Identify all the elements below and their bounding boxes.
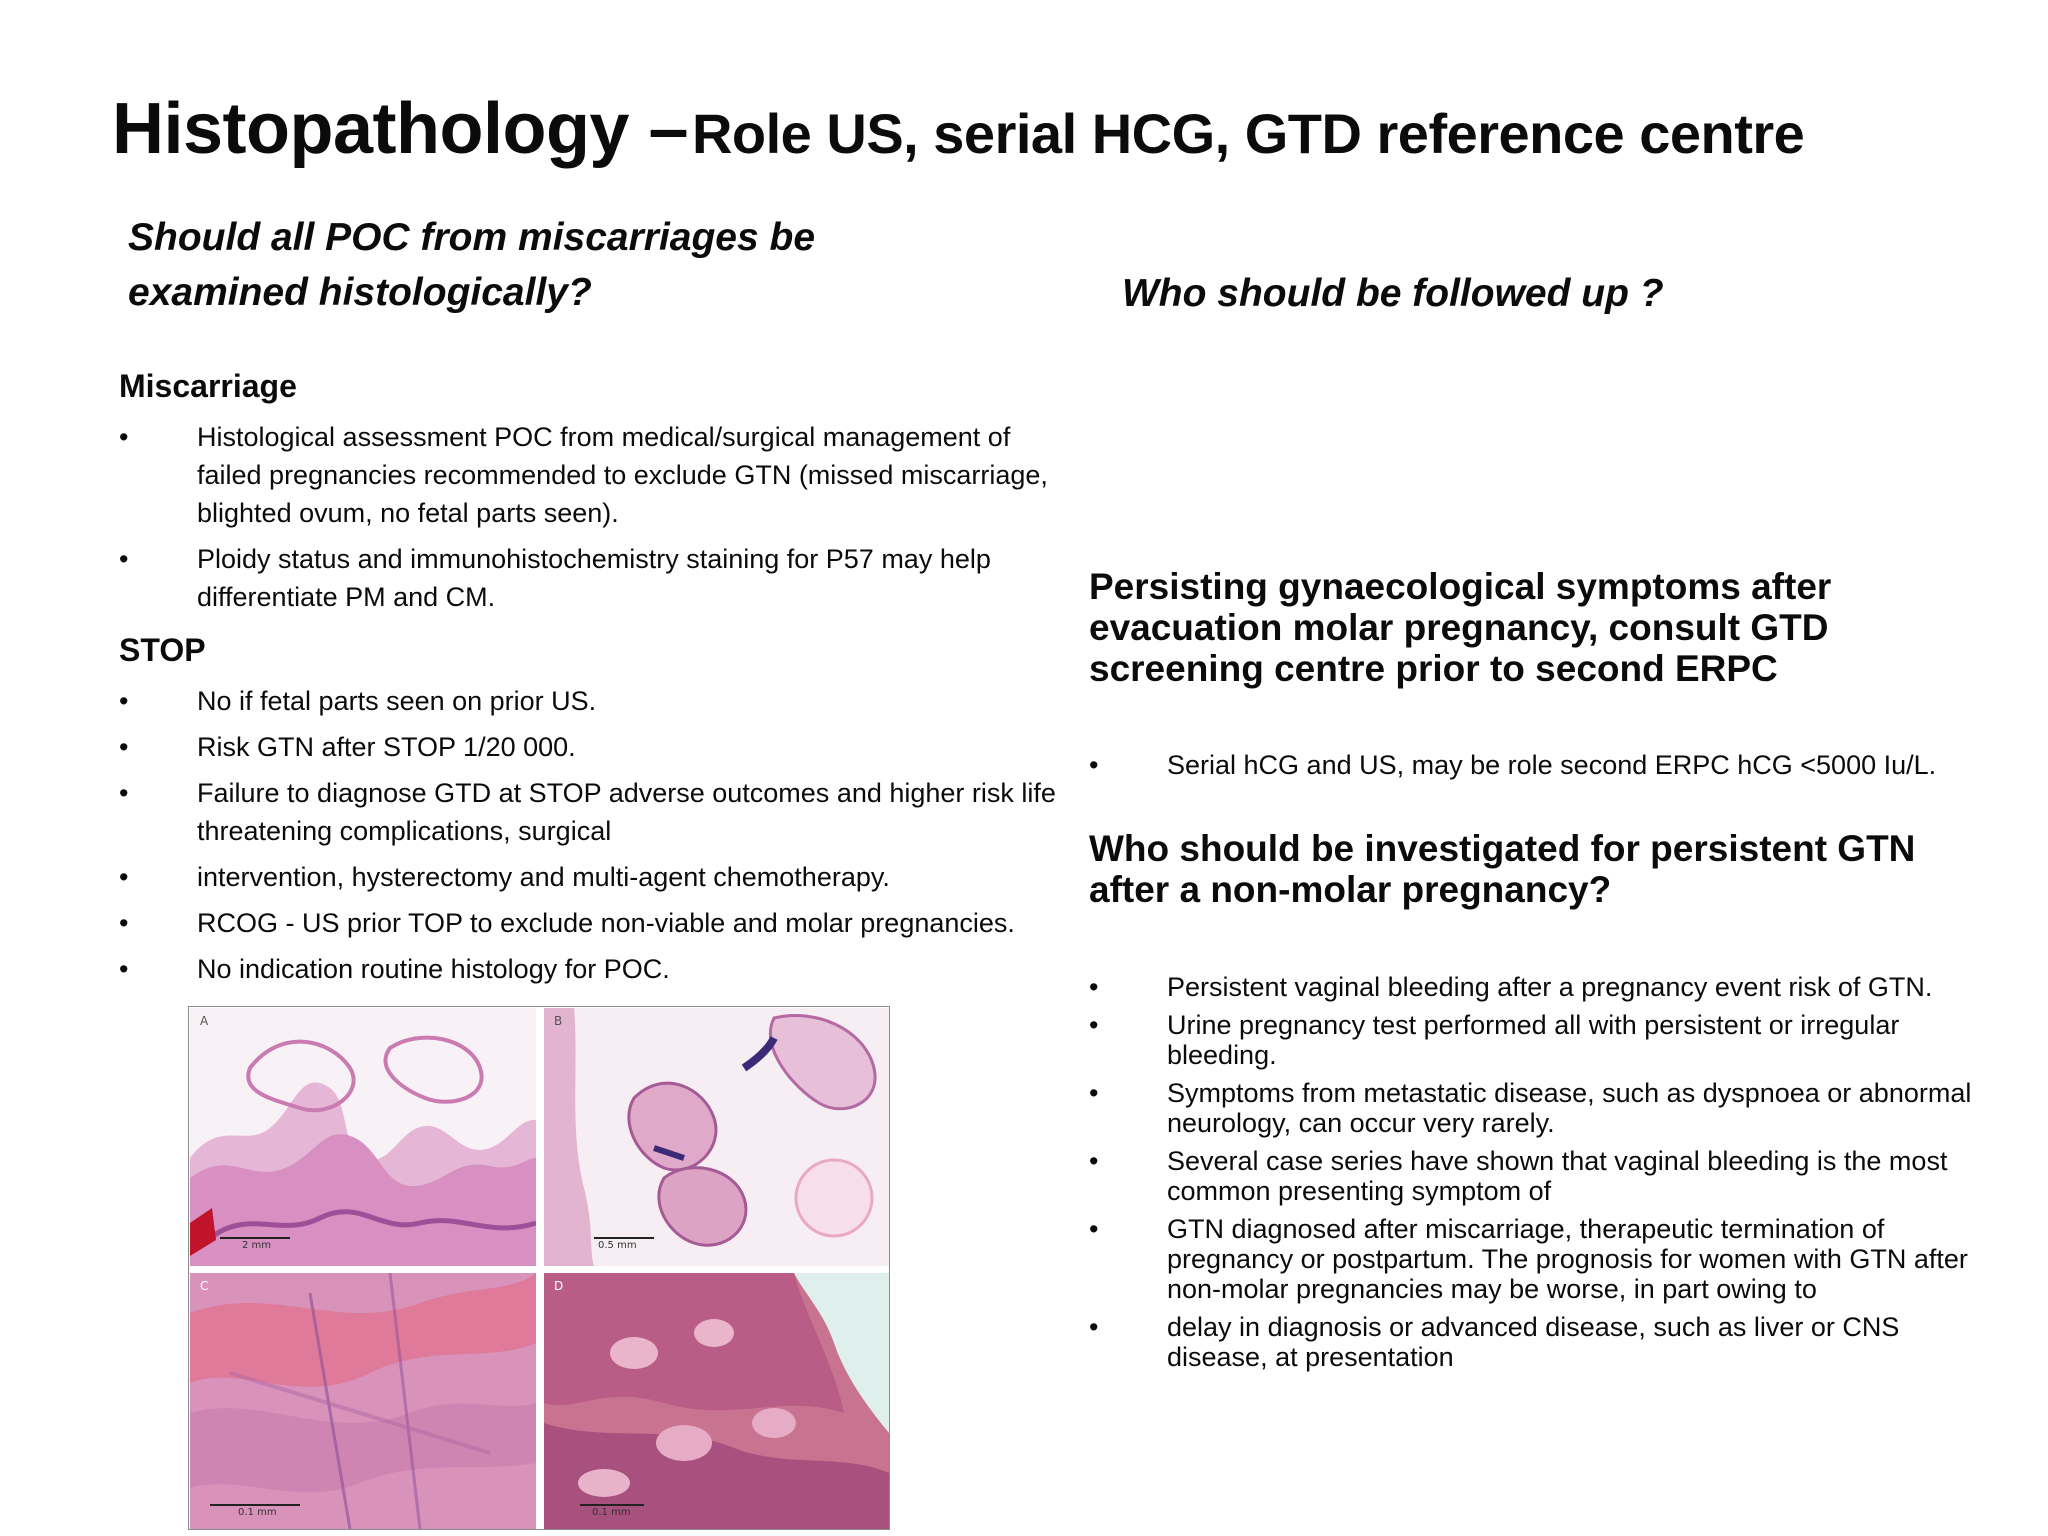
bullet-dot: •	[1089, 1146, 1099, 1176]
histology-image-c	[190, 1273, 536, 1529]
bullet-dot: •	[119, 732, 129, 762]
list-item: • No indication routine histology for POC.	[119, 950, 1064, 988]
panel-label-a: A	[200, 1014, 209, 1028]
bullet-dot: •	[119, 954, 129, 984]
bullet-dot: •	[119, 544, 129, 574]
scale-label-c: 0.1 mm	[238, 1507, 277, 1518]
question-follow-up: Who should be followed up ?	[1122, 272, 1664, 315]
bullet-dot: •	[1089, 972, 1099, 1002]
title-main: Histopathology –	[112, 89, 689, 169]
heading-miscarriage: Miscarriage	[119, 368, 297, 404]
bullet-dot: •	[119, 908, 129, 938]
bullet-dot: •	[119, 422, 129, 452]
stop-list	[119, 682, 1064, 996]
bullet-dot: •	[119, 778, 129, 808]
panel-label-b: B	[554, 1014, 563, 1028]
histology-image-d	[544, 1273, 889, 1529]
bullet-dot: •	[1089, 1010, 1099, 1040]
list-item: • No if fetal parts seen on prior US.	[119, 682, 1064, 720]
bullet-dot: •	[1089, 1312, 1099, 1342]
question-histology: Should all POC from miscarriages be examined histologically?	[128, 216, 816, 314]
heading-persisting-symptoms: Persisting gynaecological symptoms after evacuation molar pregnancy, consult GTD screening centre prior to second ERPC	[1089, 566, 1832, 689]
title-subtitle: Role US, serial HCG, GTD reference centre	[691, 102, 1805, 165]
serial-hcg-list	[1089, 750, 1989, 788]
histology-panel-d	[544, 1273, 889, 1529]
list-item: • Histological assessment POC from medical/surgical management of failed pregnancies recommended to exclude GTN (missed miscarriage, blighted ovum, no fetal parts seen).	[119, 418, 1064, 532]
miscarriage-list	[119, 418, 1064, 624]
bullet-dot: •	[1089, 750, 1099, 780]
histology-figure	[188, 1006, 890, 1530]
list-item: • Failure to diagnose GTD at STOP adverse outcomes and higher risk life threatening complications, surgical	[119, 774, 1064, 850]
panel-label-c: C	[200, 1279, 209, 1293]
list-item: • GTN diagnosed after miscarriage, therapeutic termination of pregnancy or postpartum. The prognosis for women with GTN after non-molar pregnancies may be worse, in part owing to	[1089, 1214, 1968, 1304]
scale-label-d: 0.1 mm	[592, 1507, 631, 1518]
list-item: • RCOG - US prior TOP to exclude non-viable and molar pregnancies.	[119, 904, 1064, 942]
list-item: • Several case series have shown that vaginal bleeding is the most common presenting symptom of	[1089, 1146, 1948, 1206]
histology-panel-a	[190, 1008, 536, 1266]
scale-label-b: 0.5 mm	[598, 1240, 637, 1251]
list-item: • Serial hCG and US, may be role second ERPC hCG <5000 Iu/L.	[1089, 750, 1937, 780]
heading-stop: STOP	[119, 632, 206, 668]
bullet-dot: •	[1089, 1078, 1099, 1108]
list-item: • Ploidy status and immunohistochemistry staining for P57 may help differentiate PM and CM.	[119, 540, 1064, 616]
bullet-dot: •	[119, 862, 129, 892]
investigate-list	[1089, 972, 1979, 1380]
heading-investigate-gtn: Who should be investigated for persistent GTN after a non-molar pregnancy?	[1089, 828, 1916, 910]
bullet-dot: •	[1089, 1214, 1099, 1244]
bullet-dot: •	[119, 686, 129, 716]
list-item: • Persistent vaginal bleeding after a pregnancy event risk of GTN.	[1089, 972, 1933, 1002]
histology-image-a	[190, 1008, 536, 1266]
list-item: • intervention, hysterectomy and multi-agent chemotherapy.	[119, 858, 1064, 896]
histology-panel-c	[190, 1273, 536, 1529]
scale-label-a: 2 mm	[242, 1240, 272, 1251]
list-item: • Urine pregnancy test performed all with persistent or irregular bleeding.	[1089, 1010, 1900, 1070]
list-item: • Symptoms from metastatic disease, such as dyspnoea or abnormal neurology, can occur very rarely.	[1089, 1078, 1972, 1138]
histology-panel-b	[544, 1008, 889, 1266]
list-item: • delay in diagnosis or advanced disease, such as liver or CNS disease, at presentation	[1089, 1312, 1900, 1372]
slide-title	[112, 88, 1804, 170]
list-item: • Risk GTN after STOP 1/20 000.	[119, 728, 1064, 766]
panel-label-d: D	[554, 1279, 564, 1293]
histology-image-b	[544, 1008, 889, 1266]
